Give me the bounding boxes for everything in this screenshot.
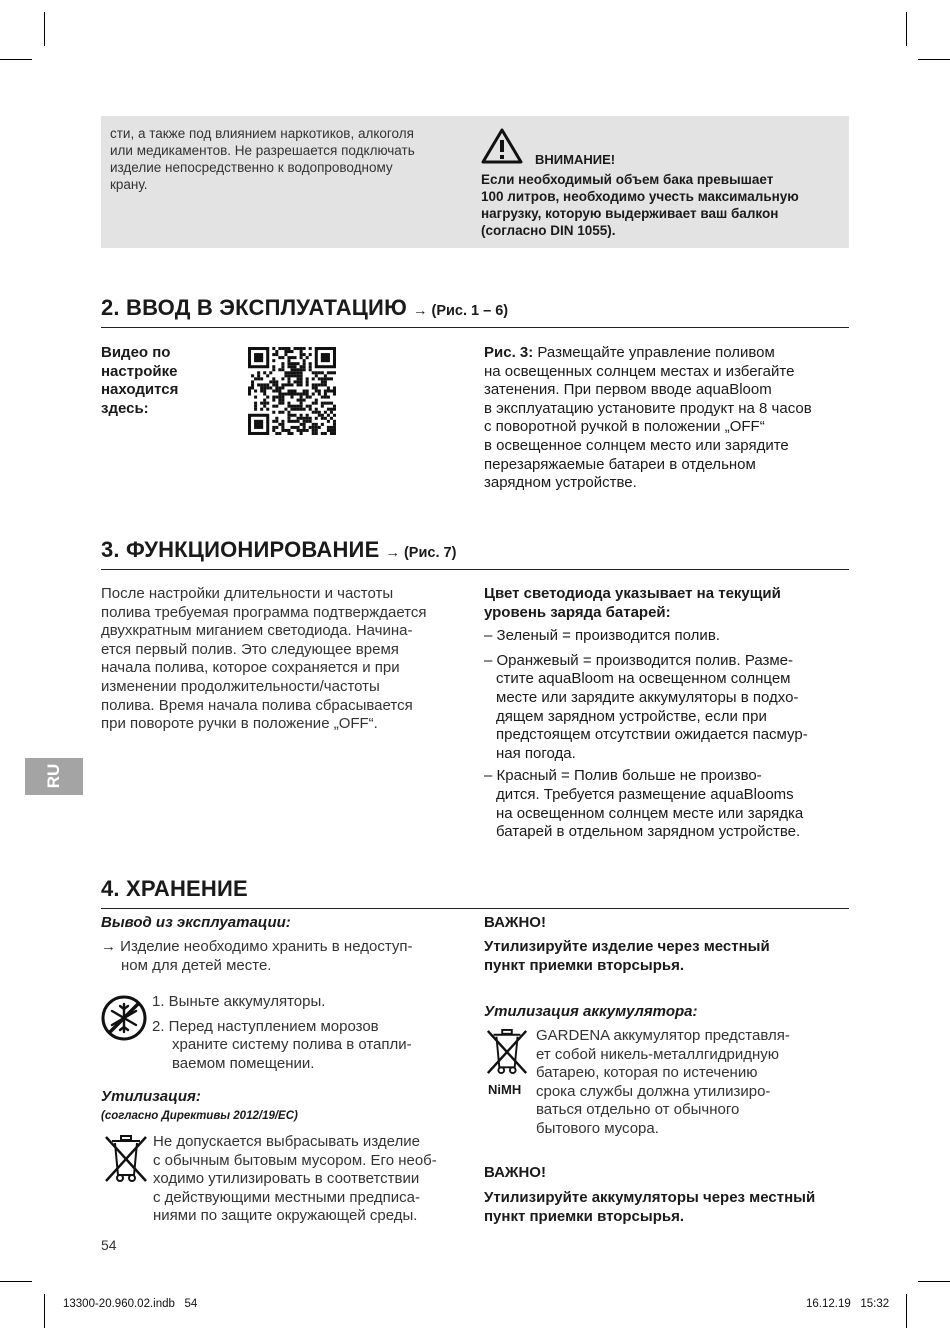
fig3-text: Рис. 3: Размещайте управление поливом на освещенных солнцем местах и избегайте затенения. При первом вводе aquaBloom в эксплуатацию установите продукт на 8 часов с поворотной ручкой в положении „OFF“ в освещенное солнцем место или зарядите перезаряжаемые батареи в отдельном зарядном устройстве.: [484, 344, 812, 492]
section-divider: [101, 908, 849, 909]
led-red: – Красный = Полив больше не произво- дится. Требуется размещение aquaBlooms на освещенном солнцем месте или зарядка батарей в отдельном зарядном устройстве.: [484, 767, 804, 841]
crop-mark: [0, 59, 32, 60]
section-divider: [101, 327, 849, 328]
disposal-heading: Утилизация:: [101, 1088, 201, 1105]
crop-mark: [906, 12, 907, 46]
storage-text: → Изделие необходимо хранить в недоступ- ном для детей месте.: [101, 938, 413, 974]
section-4-heading: 4. ХРАНЕНИЕ: [101, 876, 248, 901]
disposal-text: Не допускается выбрасывать изделие с обычным бытовым мусором. Его необ- ходимо утилизировать в соответствии с действующими местными предписа- ниями по защите окружающей среды.: [153, 1133, 437, 1225]
led-green: – Зеленый = производится полив.: [484, 627, 720, 645]
directive-note: (согласно Директивы 2012/19/EC): [101, 1110, 298, 1122]
qr-code-icon[interactable]: [248, 347, 336, 435]
crossed-bin-icon: [484, 1027, 530, 1077]
footer-date: 16.12.19 15:32: [806, 1298, 890, 1310]
safety-text: сти, а также под влиянием наркотиков, алкоголя или медикаментов. Не разрешается подключать изделие непосредственно к водопроводному крану.: [110, 126, 415, 192]
warning-title: ВНИМАНИЕ!: [535, 152, 616, 167]
crop-mark: [918, 1281, 950, 1282]
crop-mark: [906, 1294, 907, 1328]
warning-text: Если необходимый объем бака превышает 100 литров, необходимо учесть максимальную нагрузку, которую выдерживает ваш балкон (согласно DIN 1055).: [481, 172, 799, 238]
led-status-list: Цвет светодиода указывает на текущий уровень заряда батарей: – Зеленый = производится полив. – Оранжевый = производится полив. Разме- стите aquaBloom на освещенном солнцем месте или зарядите аккумуляторы в подхо- дящем зарядном устройстве, если при предстоящем отсутствии ожидается пасмур- ная погода. – Красный = Полив больше не произво- дится. Требуется размещение aquaBlooms на освещенном солнцем месте или зарядка батарей в отдельном зарядном устройстве.: [484, 585, 854, 842]
battery-disposal-heading: Утилизация аккумулятора:: [484, 1003, 698, 1020]
section-2-heading: 2. ВВОД В ЭКСПЛУАТАЦИЮ → (Рис. 1 – 6): [101, 295, 509, 320]
frost-warning-icon: [100, 994, 148, 1042]
crop-mark: [0, 1281, 32, 1282]
language-tab: RU: [25, 758, 83, 795]
crop-mark: [918, 59, 950, 60]
video-note: Видео по настройке находится здесь:: [101, 344, 179, 417]
storage-steps: 1. Выньте аккумуляторы. 2. Перед наступлением морозов храните систему полива в отапли- ваемом помещении.: [152, 993, 412, 1072]
decommission-heading: Вывод из эксплуатации:: [101, 914, 291, 931]
footer-file: 13300-20.960.02.indb 54: [63, 1298, 198, 1310]
page-number: 54: [101, 1237, 117, 1253]
crop-mark: [44, 12, 45, 46]
section-3-heading: 3. ФУНКЦИОНИРОВАНИЕ → (Рис. 7): [101, 537, 457, 562]
important-label: ВАЖНО!: [484, 1164, 546, 1181]
section-divider: [101, 569, 849, 570]
crossed-bin-icon: [102, 1133, 150, 1185]
crop-mark: [44, 1294, 45, 1328]
battery-disposal-text: GARDENA аккумулятор представля- ет собой никель-металлгидридную батарею, которая по истечению срока службы должна утилизиро- ваться отдельно от обычного бытового мусора.: [536, 1027, 790, 1137]
recycle-product-note: Утилизируйте изделие через местный пункт приемки вторсырья.: [484, 938, 770, 974]
important-label: ВАЖНО!: [484, 914, 546, 931]
led-orange: – Оранжевый = производится полив. Разме- стите aquaBloom на освещенном солнцем месте или зарядите аккумуляторы в подхо- дящем зарядном устройстве, если при предстоящем отсутствии ожидается пасмур- ная погода.: [484, 651, 808, 762]
function-text: После настройки длительности и частоты полива требуемая программа подтверждается двухкратным миганием светодиода. Начина- ется первый полив. Это следующее время начала полива, которое сохраняется и при изменении продолжительности/частоты полива. Время начала полива сбрасывается при повороте ручки в положение „OFF“.: [101, 585, 427, 733]
nimh-label: NiMH: [488, 1082, 522, 1097]
warning-triangle-icon: [480, 127, 524, 165]
recycle-battery-note: Утилизируйте аккумуляторы через местный пункт приемки вторсырья.: [484, 1189, 816, 1225]
